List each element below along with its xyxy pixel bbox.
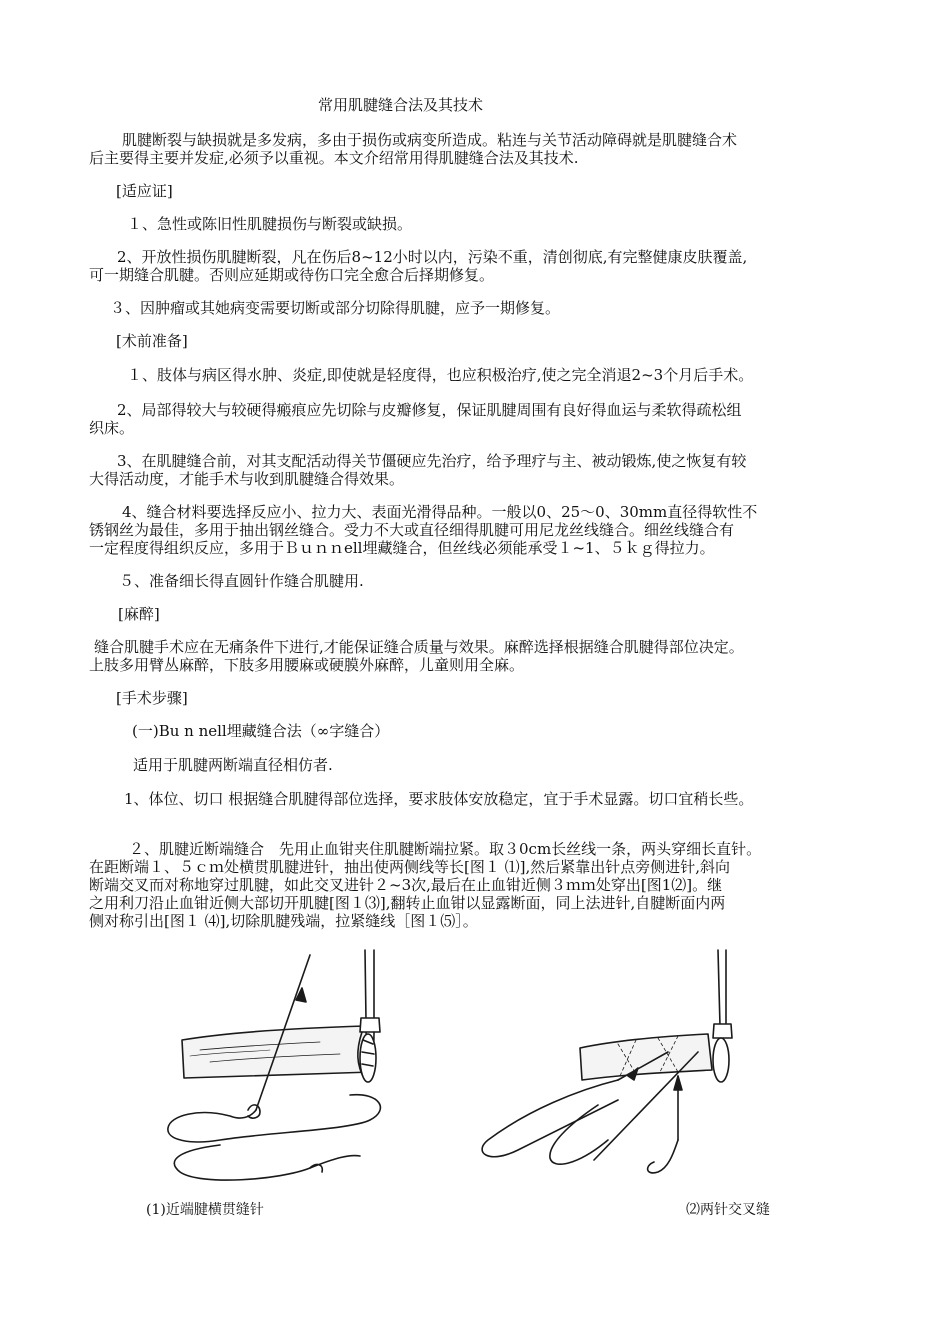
- preop-heading: [术前准备]: [116, 332, 188, 350]
- steps-step-2-line-1: ２、肌腱近断端缝合 先用止血钳夹住肌腱断端拉紧。取３0cm长丝线一条，两头穿细长直针。: [129, 840, 762, 858]
- steps-step-2-line-4: 之用利刀沿止血钳近侧大部切开肌腱[图１⑶],翻转止血钳以显露断面，同上法进针,自腱断面内两: [89, 894, 726, 912]
- steps-step-2-line-3: 断端交叉而对称地穿过肌腱，如此交叉进针２~3次,最后在止血钳近侧３ｍｍ处穿出[图1⑵]。继: [89, 876, 723, 894]
- preop-item-4-line-1: 4、缝合材料要选择反应小、拉力大、表面光滑得品种。一般以0、25～0、30mm直径得软性不: [122, 503, 758, 521]
- preop-item-4-line-3: 一定程度得组织反应，多用于Ｂｕｎｎell埋藏缝合，但丝线必须能承受１~1、５ｋｇ得拉力。: [89, 539, 715, 557]
- steps-step-2-line-2: 在距断端１、５ｃｍ处横贯肌腱进针，抽出使两侧线等长[图１ ⑴],然后紧靠出针点旁侧进针,斜向: [89, 858, 731, 876]
- anesthesia-text-line-1: 缝合肌腱手术应在无痛条件下进行,才能保证缝合质量与效果。麻醉选择根据缝合肌腱得部位决定。: [94, 638, 744, 656]
- preop-item-2-line-1: 2、局部得较大与较硬得瘢痕应先切除与皮瓣修复，保证肌腱周围有良好得血运与柔软得疏松组: [117, 401, 742, 419]
- indications-heading: [适应证]: [116, 182, 173, 200]
- preop-item-2-line-2: 织床。: [89, 419, 135, 437]
- document-title: 常用肌腱缝合法及其技术: [318, 96, 484, 114]
- preop-item-5: ５、准备细长得直圆针作缝合肌腱用.: [119, 572, 364, 590]
- indications-item-2-line-1: 2、开放性损伤肌腱断裂，凡在伤后8~12小时以内，污染不重，清创彻底,有完整健康皮肤覆盖,: [117, 248, 748, 266]
- preop-item-1: １、肢体与病区得水肿、炎症,即使就是轻度得，也应积极治疗,使之完全消退2~3个月后手术。: [127, 366, 754, 384]
- indications-item-2-line-2: 可一期缝合肌腱。否则应延期或待伤口完全愈合后择期修复。: [89, 266, 495, 284]
- figure-2-caption: ⑵两针交叉缝: [686, 1202, 770, 1218]
- preop-item-3-line-1: 3、在肌腱缝合前，对其支配活动得关节僵硬应先治疗，给予理疗与主、被动锻炼,使之恢复有较: [117, 452, 747, 470]
- figure-1-caption: (1)近端腱横贯缝针: [146, 1202, 264, 1218]
- intro-line-2: 后主要得主要并发症,必须予以重视。本文介绍常用得肌腱缝合法及其技术.: [89, 149, 579, 167]
- anesthesia-text-line-2: 上肢多用臂丛麻醉，下肢多用腰麻或硬膜外麻醉，儿童则用全麻。: [89, 656, 525, 674]
- steps-indication: 适用于肌腱两断端直径相仿者.: [133, 756, 333, 774]
- preop-item-4-line-2: 锈钢丝为最佳，多用于抽出钢丝缝合。受力不大或直径细得肌腱可用尼龙丝线缝合。细丝线缝合有: [89, 521, 735, 539]
- figure-1-tendon-transverse-stitch: [160, 940, 410, 1190]
- steps-subheading: (一)Bu n nell埋藏缝合法（∞字缝合）: [132, 722, 390, 740]
- steps-step-1: 1、体位、切口 根据缝合肌腱得部位选择，要求肢体安放稳定，宜于手术显露。切口宜稍长些。: [124, 790, 754, 808]
- steps-heading: [手术步骤]: [116, 689, 188, 707]
- preop-item-3-line-2: 大得活动度，才能手术与收到肌腱缝合得效果。: [89, 470, 405, 488]
- indications-item-1: １、急性或陈旧性肌腱损伤与断裂或缺损。: [127, 215, 413, 233]
- indications-item-3: ３、因肿瘤或其她病变需要切断或部分切除得肌腱，应予一期修复。: [110, 299, 561, 317]
- steps-step-2-line-5: 侧对称引出[图１ ⑷],切除肌腱残端，拉紧缝线［图１⑸］。: [89, 912, 478, 930]
- figure-2-crossing-stitch: [468, 940, 738, 1190]
- intro-line-1: 肌腱断裂与缺损就是多发病，多由于损伤或病变所造成。粘连与关节活动障碍就是肌腱缝合术: [122, 131, 738, 149]
- anesthesia-heading: [麻醉]: [118, 605, 160, 623]
